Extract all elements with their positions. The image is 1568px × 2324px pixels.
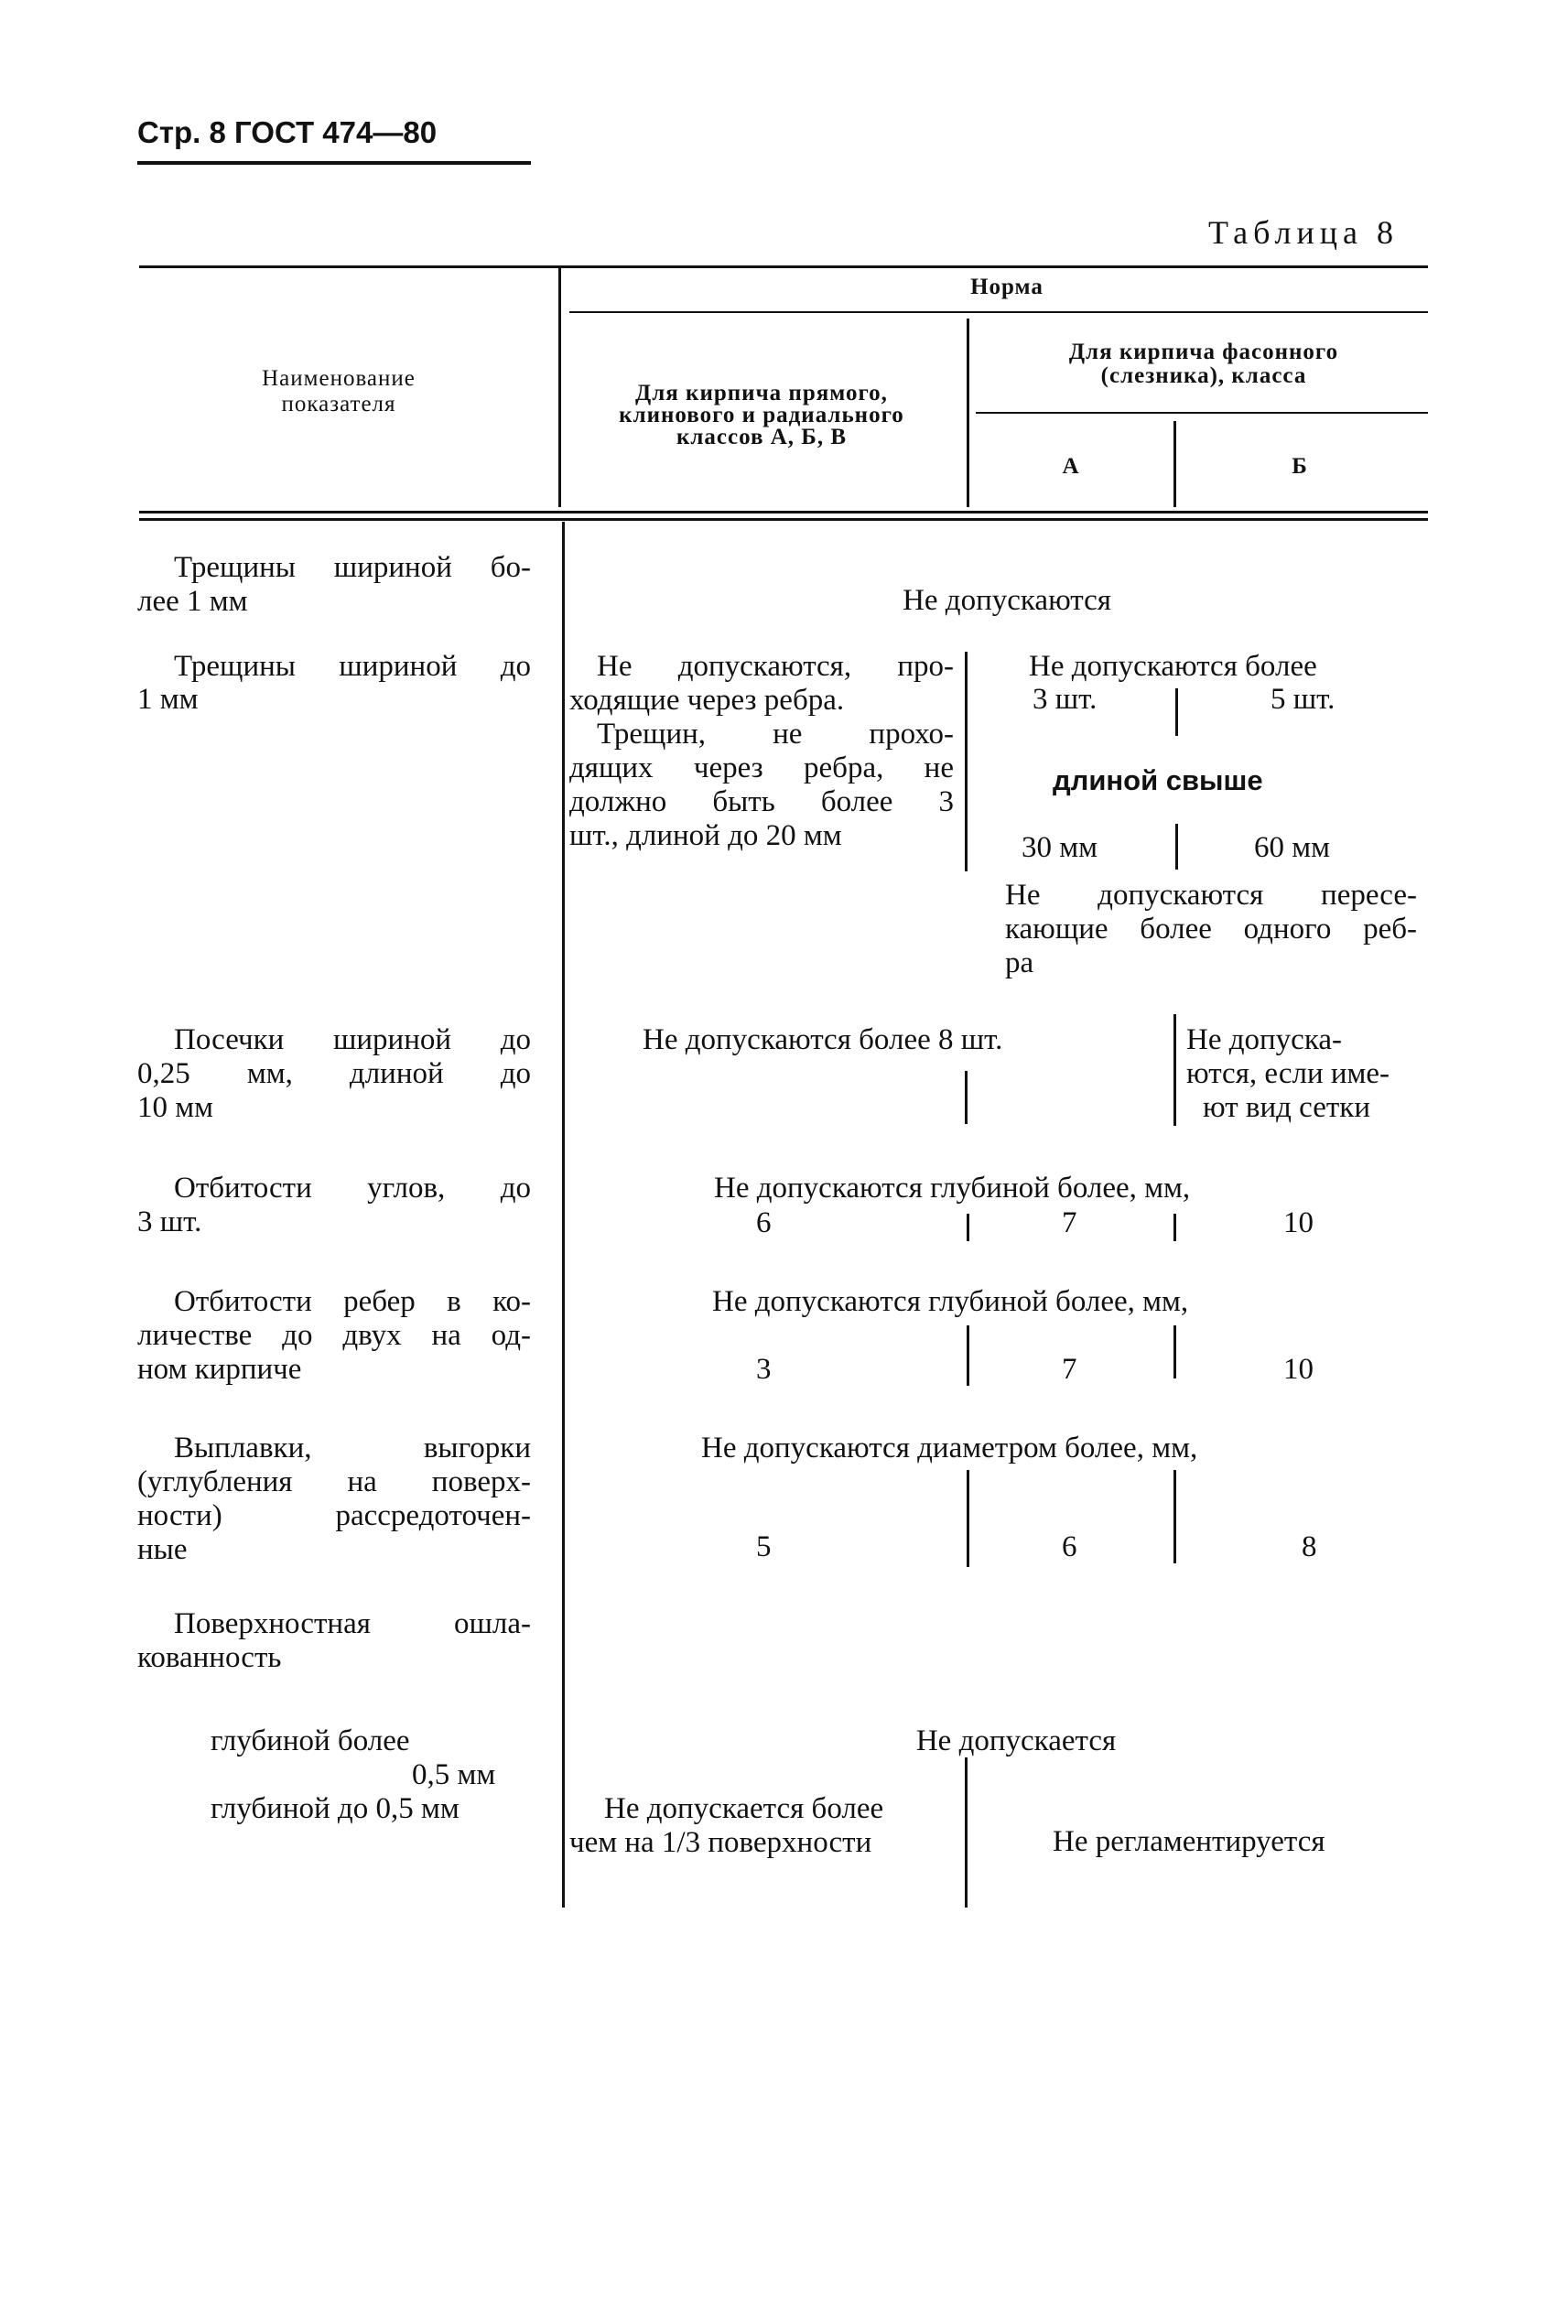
row5-v1: 3 [756,1353,772,1386]
page-header-rule [137,161,531,165]
header-norm: Норма [970,275,1044,299]
row9-shaped: Не регламентируется [1053,1825,1325,1858]
row5-div1 [967,1325,969,1386]
row8-name: глубиной более 0,5 мм [211,1724,496,1791]
row3-divider-b [1173,1014,1176,1126]
row2-straight: Не допускаются, про- ходящие через ребра. Трещин, не прохо- дящих через ребра, не должно быть более 3 шт., длиной до 20 мм [569,650,954,852]
row4-div1 [967,1214,969,1241]
row4-name: Отбитости углов, до 3 шт. [137,1172,531,1238]
row6-div2 [1173,1470,1176,1563]
row3-b: Не допуска- ются, если име- ют вид сетки [1186,1023,1390,1124]
header-vertical-straight [967,319,969,507]
row9-straight: Не допускается более чем на 1/3 поверхности [569,1792,884,1859]
header-bottom-rule-2 [139,518,1428,521]
row6-name: Выплавки, выгорки (углубления на поверх- ности) рассредоточен- ные [137,1432,531,1566]
row4-div2 [1173,1214,1176,1241]
row2-shaped-bottom: Не допускаются пересе- кающие более одного реб- ра [1005,879,1417,979]
row6-v2: 6 [1062,1530,1077,1563]
header-col-name: Наименование показателя [262,366,416,416]
row5-label: Не допускаются глубиной более, мм, [712,1285,1189,1318]
header-bottom-rule-1 [139,511,1428,513]
table-caption: Таблица 8 [1208,214,1399,251]
row9-name: глубиной до 0,5 мм [211,1792,460,1825]
row2-shaped-top: Не допускаются более [1029,650,1317,683]
row2-length-label: длиной свыше [1053,764,1263,796]
row5-div2 [1173,1325,1176,1378]
row6-v3: 8 [1302,1530,1317,1563]
row1-name-2: лее 1 мм [137,585,248,618]
row2-vertical-straight [965,652,968,871]
row2-len-divider [1175,824,1178,870]
row5-v2: 7 [1062,1353,1077,1386]
row2-b-len: 60 мм [1254,831,1331,864]
header-straight: Для кирпича прямого, клинового и радиального классов А, Б, В [619,381,904,449]
norm-underline [569,311,1428,313]
header-class-b: Б [1292,454,1308,479]
row8-value: Не допускается [915,1724,1117,1757]
row2-name-2: 1 мм [137,683,199,716]
row5-v3: 10 [1283,1353,1314,1386]
row3-divider-a [965,1071,968,1124]
row6-label: Не допускаются диаметром более, мм, [701,1432,1198,1465]
row6-v1: 5 [756,1530,772,1563]
header-vertical-name [558,267,561,507]
row2-count-divider [1175,688,1178,736]
row2-b-count: 5 шт. [1271,683,1336,716]
page-header: Стр. 8 ГОСТ 474—80 [137,115,438,149]
row6-div1 [967,1470,969,1567]
row1-name: Трещины шириной бо- [174,551,531,584]
row2-a-count: 3 шт. [1033,683,1098,716]
table-top-rule [139,265,1428,268]
header-vertical-class [1173,421,1176,507]
row3-name: Посечки шириной до 0,25 мм, длиной до 10 мм [137,1023,531,1124]
row3-straight-a: Не допускаются более 8 шт. [643,1023,1003,1056]
row7-name: Поверхностная ошла- кованность [137,1607,531,1674]
shaped-underline [976,412,1428,414]
row4-v1: 6 [756,1206,772,1239]
row5-name: Отбитости ребер в ко- личестве до двух на од- ном кирпиче [137,1285,531,1386]
row4-label: Не допускаются глубиной более, мм, [714,1172,1191,1205]
header-class-a: А [1062,454,1080,479]
row9-vertical [965,1757,968,1908]
row2-a-len: 30 мм [1022,831,1098,864]
row4-v2: 7 [1062,1206,1077,1239]
header-shaped: Для кирпича фасонного (слезника), класса [1068,340,1339,388]
body-vertical-name [562,522,565,1908]
row4-v3: 10 [1283,1206,1314,1239]
row2-name: Трещины шириной до [174,650,531,683]
row1-value: Не допускаются [903,584,1111,617]
